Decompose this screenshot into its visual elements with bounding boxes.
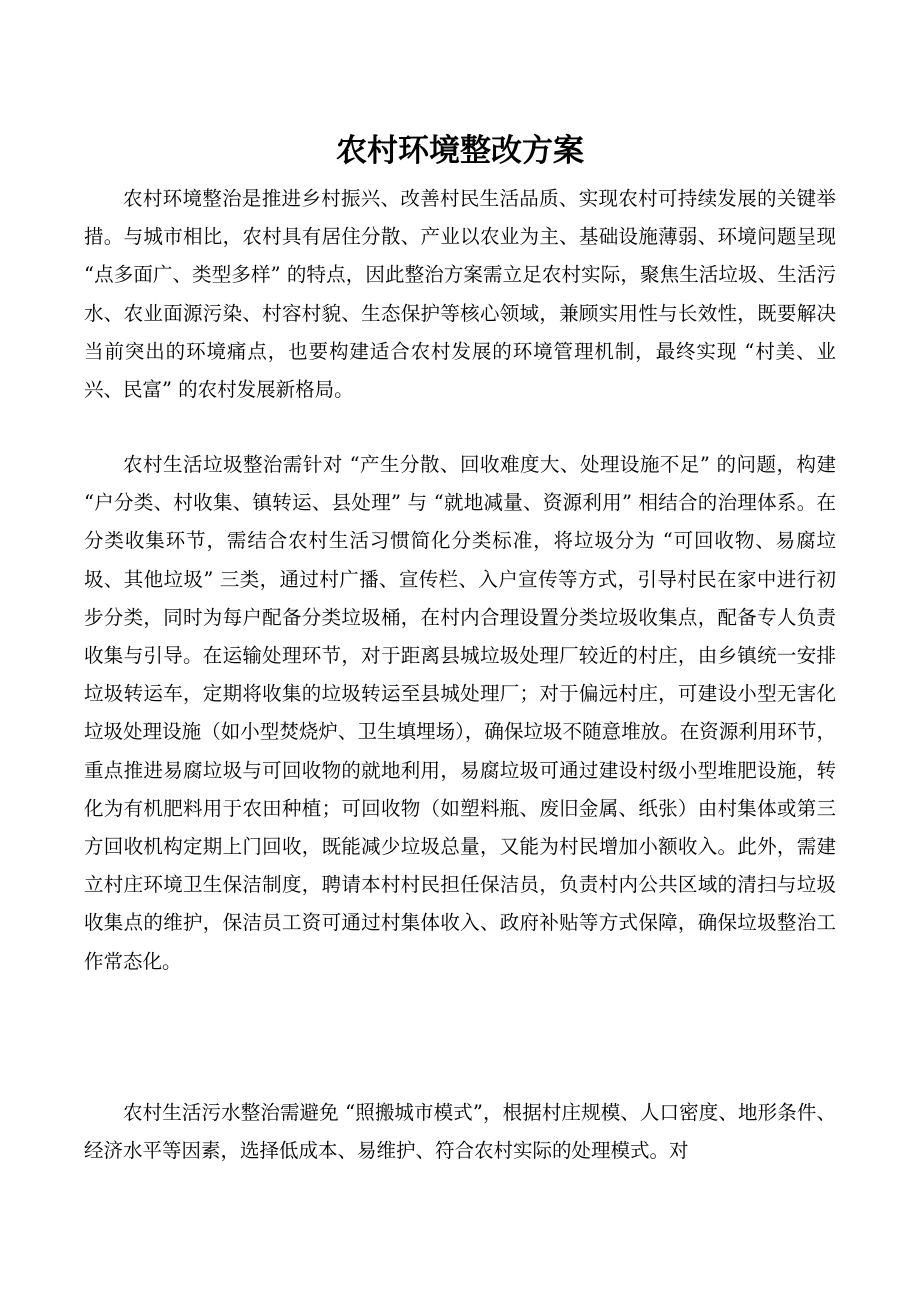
paragraph-garbage: 农村生活垃圾整治需针对 “产生分散、回收难度大、处理设施不足” 的问题，构建 “户分类、村收集、镇转运、县处理” 与 “就地减量、资源利用” 相结合的治理体系。在分类收集环节，需结合农村生活习惯简化分类标准，将垃圾分为 “可回收物、易腐垃圾、其他垃圾” 三类，通过村广播、宣传栏、入户宣传等方式，引导村民在家中进行初步分类，同时为每户配备分类垃圾桶，在村内合理设置分类垃圾收集点，配备专人负责收集与引导。在运输处理环节，对于距离县城垃圾处理厂较近的村庄，由乡镇统一安排垃圾转运车，定期将收集的垃圾转运至县城处理厂；对于偏远村庄，可建设小型无害化垃圾处理设施（如小型焚烧炉、卫生填埋场），确保垃圾不随意堆放。在资源利用环节，重点推进易腐垃圾与可回收物的就地利用，易腐垃圾可通过建设村级小型堆肥设施，转化为有机肥料用于农田种植；可回收物（如塑料瓶、废旧金属、纸张）由村集体或第三方回收机构定期上门回收，既能减少垃圾总量，又能为村民增加小额收入。此外，需建立村庄环境卫生保洁制度，聘请本村村民担任保洁员，负责村内公共区域的清扫与垃圾收集点的维护，保洁员工资可通过村集体收入、政府补贴等方式保障，确保垃圾整治工作常态化。 — [84, 453, 836, 973]
paragraph-sewage: 农村生活污水整治需避免 “照搬城市模式”，根据村庄规模、人口密度、地形条件、经济水平等因素，选择低成本、易维护、符合农村实际的处理模式。对 — [84, 1101, 836, 1163]
document-title: 农村环境整改方案 — [336, 133, 584, 169]
paragraph-intro: 农村环境整治是推进乡村振兴、改善村民生活品质、实现农村可持续发展的关键举措。与城市相比，农村具有居住分散、产业以农业为主、基础设施薄弱、环境问题呈现 “点多面广、类型多样” 的特点，因此整治方案需立足农村实际，聚焦生活垃圾、生活污水、农业面源污染、村容村貌、生态保护等核心领域，兼顾实用性与长效性，既要解决当前突出的环境痛点，也要构建适合农村发展的环境管理机制，最终实现 “村美、业兴、民富” 的农村发展新格局。 — [84, 187, 836, 402]
